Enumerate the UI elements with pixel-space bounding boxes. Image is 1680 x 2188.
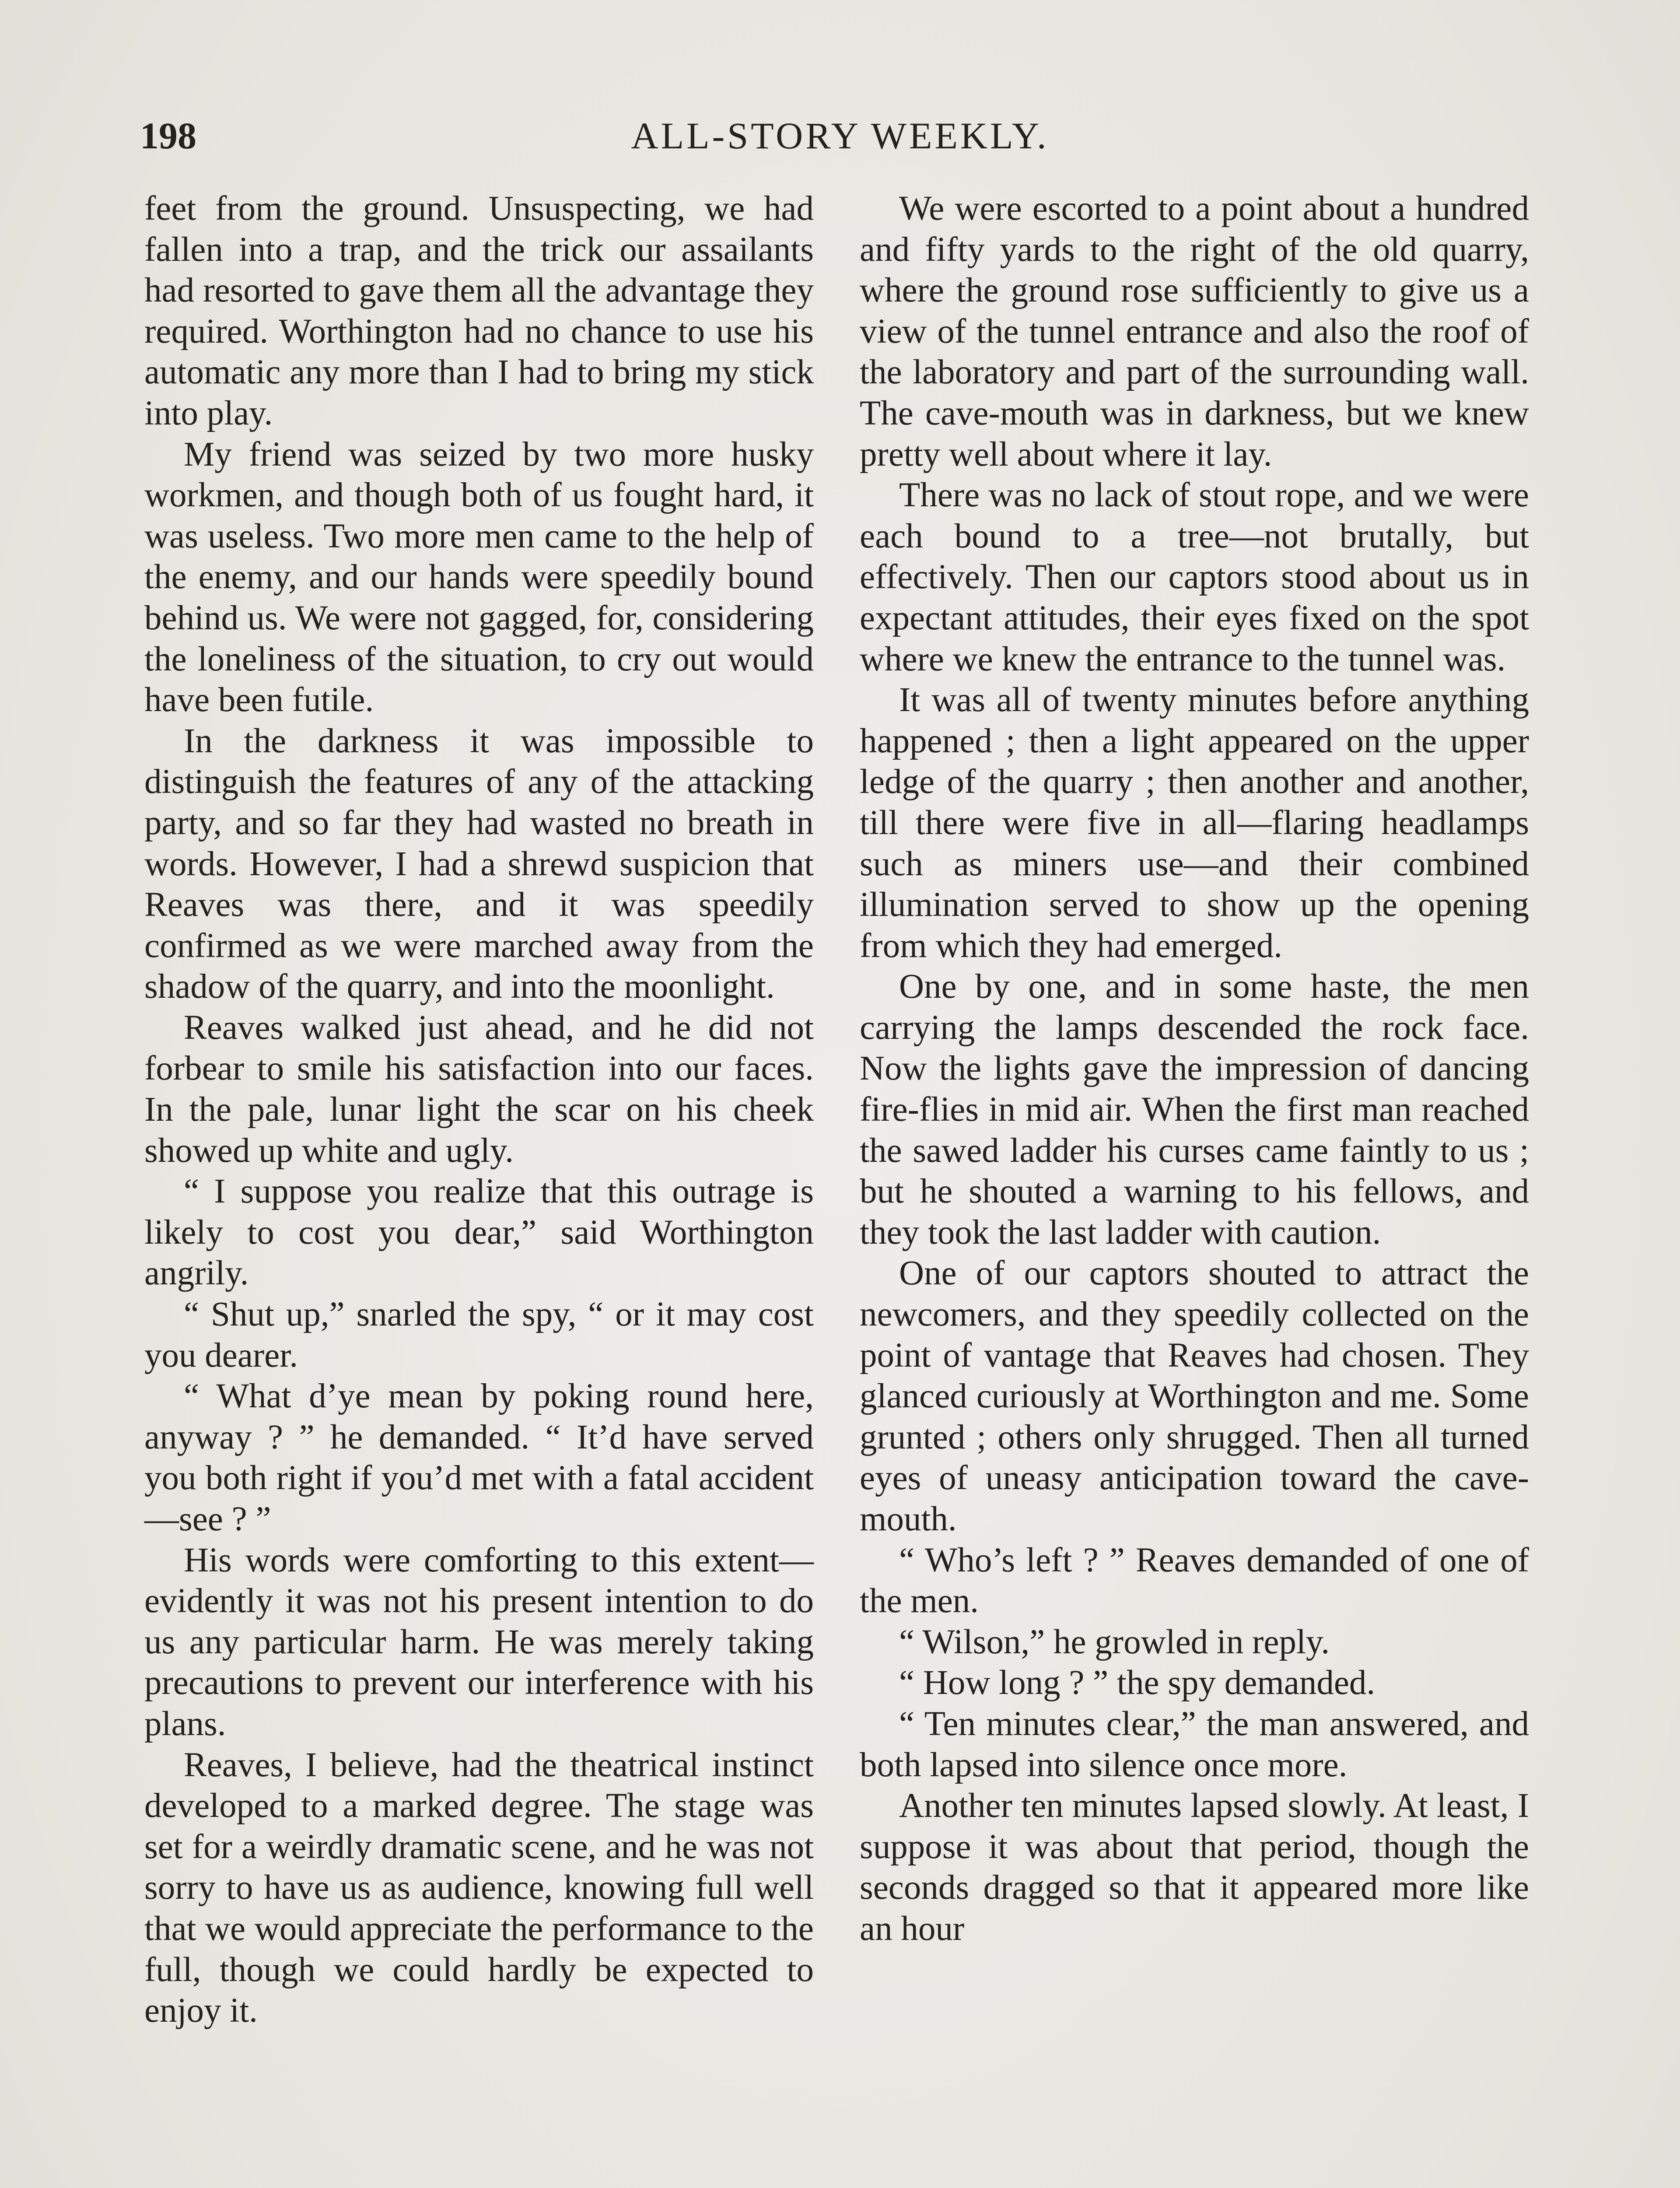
paragraph: Another ten minutes lapsed slowly. At least, I suppose it was about that period, though the seconds dragged so that it appeared more like an hour: [860, 1787, 1529, 1948]
paragraph: “ How long ? ” the spy demanded.: [899, 1664, 1376, 1702]
paragraph: My friend was seized by two more husky workmen, and though both of us fought hard, it was useless. Two more men came to the help of the enemy, and our hands were speedily bound behind us. We were not gagged, for, considering the loneliness of the situation, to cry out would have been futile.: [144, 435, 814, 719]
paragraph: “ Wilson,” he growled in reply.: [899, 1623, 1330, 1661]
paragraph: It was all of twenty minutes before anything happened ; then a light appeared on the upper ledge of the quarry ; then another and another, till there were five in all—flaring headlamps such as miners use—and their combined illumination served to show up the opening from which they had emerged.: [860, 681, 1529, 965]
paragraph: feet from the ground. Unsuspecting, we had fallen into a trap, and the trick our assailants had resorted to gave them all the advantage they required. Worthington had no chance to use his automatic any more than I had to bring my stick into play.: [144, 189, 814, 432]
paragraph: One by one, and in some haste, the men carrying the lamps descended the rock face. Now the lights gave the impression of dancing fire-flies in mid air. When the first man reached the sawed ladder his curses came faintly to us ; but he shouted a warning to his fellows, and they took the last ladder with caution.: [860, 968, 1529, 1252]
paragraph: There was no lack of stout rope, and we were each bound to a tree—not brutally, but effectively. Then our captors stood about us in expectant attitudes, their eyes fixed on the spot where we knew the entrance to the tunnel was.: [860, 476, 1529, 678]
left-column: [144, 188, 814, 2031]
page-header: [140, 103, 1540, 168]
paragraph: Reaves, I believe, had the theatrical instinct developed to a marked degree. The stage was set for a weirdly dramatic scene, and he was not sorry to have us as audience, knowing full well that we would appreciate the performance to the full, though we could hardly be expected to enjoy it.: [144, 1746, 814, 2030]
paragraph: Reaves walked just ahead, and he did not forbear to smile his satisfaction into our faces. In the pale, lunar light the scar on his cheek showed up white and ugly.: [144, 1008, 814, 1170]
paragraph: “ I suppose you realize that this outrage is likely to cost you dear,” said Worthington angrily.: [144, 1172, 814, 1293]
paragraph: “ Shut up,” snarled the spy, “ or it may cost you dearer.: [144, 1295, 814, 1375]
page-number: 198: [140, 115, 196, 157]
paragraph: In the darkness it was impossible to distinguish the features of any of the attacking party, and so far they had wasted no breath in words. However, I had a shrewd suspicion that Reaves was there, and it was speedily confirmed as we were marched away from the shadow of the quarry, and into the moonlight.: [144, 722, 814, 1006]
right-column: [860, 188, 1529, 1950]
paragraph: “ Who’s left ? ” Reaves demanded of one of the men.: [860, 1541, 1529, 1620]
paragraph: One of our captors shouted to attract the newcomers, and they speedily collected on the point of vantage that Reaves had chosen. They glanced curiously at Worthington and me. Some grunted ; others only shrugged. Then all turned eyes of uneasy anticipation toward the cave-mouth.: [860, 1254, 1529, 1538]
paragraph: “ What d’ye mean by poking round here, anyway ? ” he demanded. “ It’d have served you both right if you’d met with a fatal accident—see ? ”: [144, 1377, 814, 1538]
paragraph: His words were comforting to this extent—evidently it was not his present intention to do us any particular harm. He was merely taking precautions to prevent our interference with his plans.: [144, 1541, 814, 1743]
paragraph: We were escorted to a point about a hundred and fifty yards to the right of the old quarry, where the ground rose sufficiently to give us a view of the tunnel entrance and also the roof of the laboratory and part of the surrounding wall. The cave-mouth was in darkness, but we knew pretty well about where it lay.: [860, 189, 1529, 473]
running-title: ALL-STORY WEEKLY.: [631, 115, 1049, 157]
paragraph: “ Ten minutes clear,” the man answered, and both lapsed into silence once more.: [860, 1704, 1529, 1784]
